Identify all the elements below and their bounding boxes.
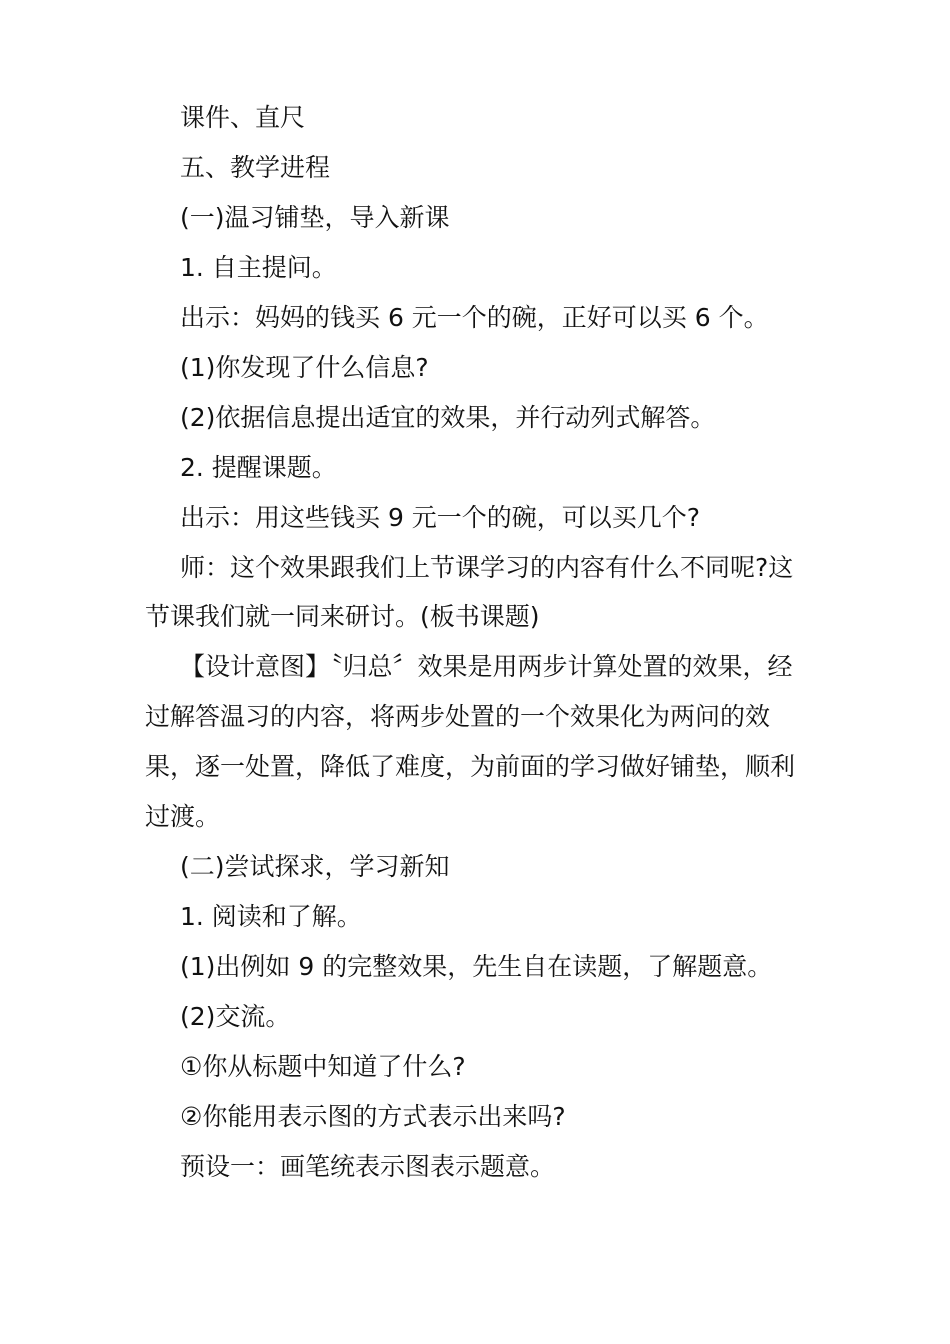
- text-line: 果，逐一处置，降低了难度，为前面的学习做好铺垫，顺利: [145, 752, 796, 781]
- text-line: 2. 提醒课题。: [180, 453, 337, 482]
- text-line: 过渡。: [145, 802, 221, 831]
- text-line: (1)出例如 9 的完整效果，先生自在读题，了解题意。: [180, 952, 773, 981]
- text-line: 师：这个效果跟我们上节课学习的内容有什么不同呢?这: [180, 553, 794, 582]
- design-intent-line: 【设计意图】〝归总〞效果是用两步计算处置的效果，经: [180, 652, 793, 681]
- text-line: ②你能用表示图的方式表示出来吗?: [180, 1102, 566, 1131]
- text-line: (2)依据信息提出适宜的效果，并行动列式解答。: [180, 403, 716, 432]
- text-line: ①你从标题中知道了什么?: [180, 1052, 466, 1081]
- section-heading: 五、教学进程: [180, 153, 331, 182]
- text-line: 课件、直尺: [180, 103, 306, 132]
- text-line: 过解答温习的内容，将两步处置的一个效果化为两问的效: [145, 702, 771, 731]
- text-line: 节课我们就一同来研讨。(板书课题): [145, 602, 540, 631]
- text-line: 1. 自主提问。: [180, 253, 337, 282]
- text-line: 出示：用这些钱买 9 元一个的碗，可以买几个?: [180, 503, 701, 532]
- text-line: 预设一：画笔统表示图表示题意。: [180, 1152, 556, 1181]
- text-line: (2)交流。: [180, 1002, 291, 1031]
- text-line: 出示：妈妈的钱买 6 元一个的碗，正好可以买 6 个。: [180, 303, 769, 332]
- subsection-heading: (二)尝试探求，学习新知: [180, 852, 450, 881]
- text-line: 1. 阅读和了解。: [180, 902, 362, 931]
- text-line: (1)你发现了什么信息?: [180, 353, 429, 382]
- subsection-heading: (一)温习铺垫，导入新课: [180, 203, 450, 232]
